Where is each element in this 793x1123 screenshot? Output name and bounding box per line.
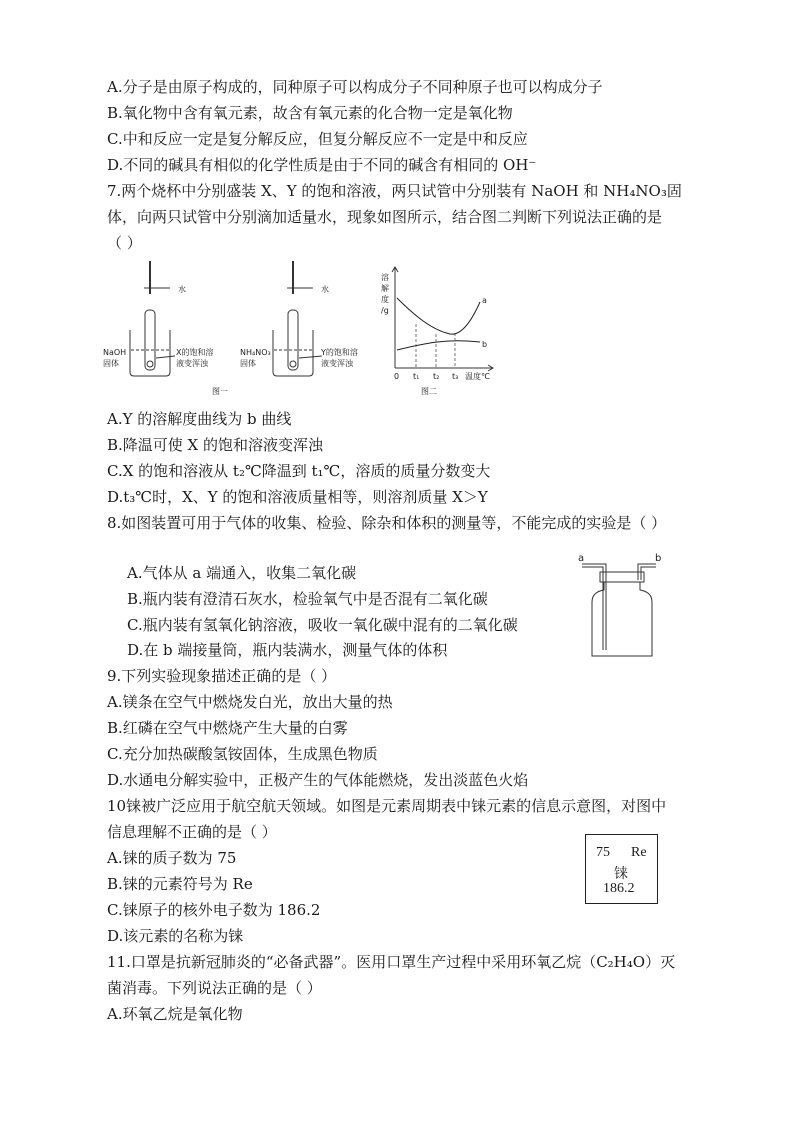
beaker-1 xyxy=(130,261,175,376)
q9-option-c: C.充分加热碳酸氢铵固体，生成黑色物质 xyxy=(107,745,378,763)
x-tick-0: 0 xyxy=(394,372,400,381)
nh4no3-solid-label: 固体 xyxy=(240,359,256,368)
y-label-char-4: /g xyxy=(381,306,389,315)
element-name: 铼 xyxy=(614,867,628,882)
figure2-caption: 图二 xyxy=(421,387,437,396)
q6-option-b: B.氧化物中含有氧元素，故含有氧元素的化合物一定是氧化物 xyxy=(107,104,513,122)
q8-option-d: D.在 b 端接量筒，瓶内装满水，测量气体的体积 xyxy=(127,641,448,659)
q8-option-a: A.气体从 a 端通入，收集二氧化碳 xyxy=(127,564,357,582)
q10-option-d: D.该元素的名称为铼 xyxy=(107,927,244,945)
element-symbol: Re xyxy=(631,845,647,860)
q8-option-c: C.瓶内装有氢氧化钠溶液，吸收一氧化碳中混有的二氧化碳 xyxy=(127,616,518,634)
port-b-label: b xyxy=(655,553,662,564)
q10-option-b: B.铼的元素符号为 Re xyxy=(107,875,253,893)
q7-stem-line1: 7.两个烧杯中分别盛装 X、Y 的饱和溶液，两只试管中分别装有 NaOH 和 NH₄NO₃固 xyxy=(107,182,682,200)
nh4no3-label: NH₄NO₃ xyxy=(240,348,271,357)
curve-b xyxy=(397,341,480,350)
q10-stem-line2: 信息理解不正确的是（ ） xyxy=(107,823,277,841)
water-label-1: 水 xyxy=(178,285,186,294)
figure1-caption: 图一 xyxy=(212,387,228,396)
q11-stem-line1: 11.口罩是抗新冠肺炎的“必备武器”。医用口罩生产过程中采用环氧乙烷（C₂H₄O）灭 xyxy=(107,953,676,971)
x-tick-t1: t₁ xyxy=(413,372,420,381)
y-note-line1: Y的饱和溶 xyxy=(321,348,358,357)
x-note-line1: X的饱和溶 xyxy=(176,348,214,357)
x-note-line2: 液变浑浊 xyxy=(176,359,208,368)
y-label-char-3: 度 xyxy=(381,295,389,304)
naoh-label: NaOH xyxy=(103,348,127,357)
x-axis-label: 温度℃ xyxy=(465,372,490,381)
q7-figures xyxy=(100,258,520,400)
q10-option-a: A.铼的质子数为 75 xyxy=(107,849,237,867)
q7-option-a: A.Y 的溶解度曲线为 b 曲线 xyxy=(107,410,292,428)
q7-stem-line3: （ ） xyxy=(107,234,142,252)
beaker-2 xyxy=(273,261,322,376)
q6-option-c: C.中和反应一定是复分解反应，但复分解反应不一定是中和反应 xyxy=(107,130,528,148)
q10-option-c: C.铼原子的核外电子数为 186.2 xyxy=(107,901,321,919)
q7-option-b: B.降温可使 X 的饱和溶液变浑浊 xyxy=(107,436,324,454)
q11-option-a: A.环氧乙烷是氧化物 xyxy=(107,1005,243,1023)
naoh-solid-label: 固体 xyxy=(103,359,119,368)
q9-stem: 9.下列实验现象描述正确的是（ ） xyxy=(107,667,337,685)
curve-a-label: a xyxy=(482,296,487,305)
q7-option-c: C.X 的饱和溶液从 t₂℃降温到 t₁℃，溶质的质量分数变大 xyxy=(107,462,491,480)
curve-b-label: b xyxy=(482,340,488,349)
curve-a xyxy=(397,298,480,334)
water-label-2: 水 xyxy=(321,285,329,294)
q10-stem-line1: 10铼被广泛应用于航空航天领域。如图是元素周期表中铼元素的信息示意图，对图中 xyxy=(107,797,667,815)
x-tick-t2: t₂ xyxy=(433,372,440,381)
q6-option-a: A.分子是由原子构成的，同种原子可以构成分子不同种原子也可以构成分子 xyxy=(107,78,603,96)
q8-option-b: B.瓶内装有澄清石灰水，检验氧气中是否混有二氧化碳 xyxy=(127,590,488,608)
y-label-char-1: 溶 xyxy=(381,273,389,282)
q11-stem-line2: 菌消毒。下列说法正确的是（ ） xyxy=(107,979,322,997)
atomic-number: 75 xyxy=(596,845,610,860)
q6-option-d: D.不同的碱具有相似的化学性质是由于不同的碱含有相同的 OH⁻ xyxy=(107,156,537,174)
y-note-line2: 液变浑浊 xyxy=(321,359,353,368)
q7-stem-line2: 体，向两只试管中分别滴加适量水，现象如图所示，结合图二判断下列说法正确的是 xyxy=(107,208,663,226)
q8-stem: 8.如图装置可用于气体的收集、检验、除杂和体积的测量等，不能完成的实验是（ ） xyxy=(107,514,667,532)
x-tick-t3: t₃ xyxy=(452,372,459,381)
q9-option-d: D.水通电分解实验中，正极产生的气体能燃烧，发出淡蓝色火焰 xyxy=(107,771,529,789)
q9-option-b: B.红磷在空气中燃烧产生大量的白雾 xyxy=(107,719,348,737)
port-a-label: a xyxy=(578,553,585,564)
y-label-char-2: 解 xyxy=(381,284,389,293)
element-info-box xyxy=(585,834,658,904)
solubility-chart xyxy=(381,267,493,396)
atomic-mass: 186.2 xyxy=(603,881,635,896)
gas-bottle-diagram xyxy=(576,550,676,662)
q7-option-d: D.t₃℃时，X、Y 的饱和溶液质量相等，则溶剂质量 X＞Y xyxy=(107,488,488,506)
q9-option-a: A.镁条在空气中燃烧发白光，放出大量的热 xyxy=(107,693,393,711)
